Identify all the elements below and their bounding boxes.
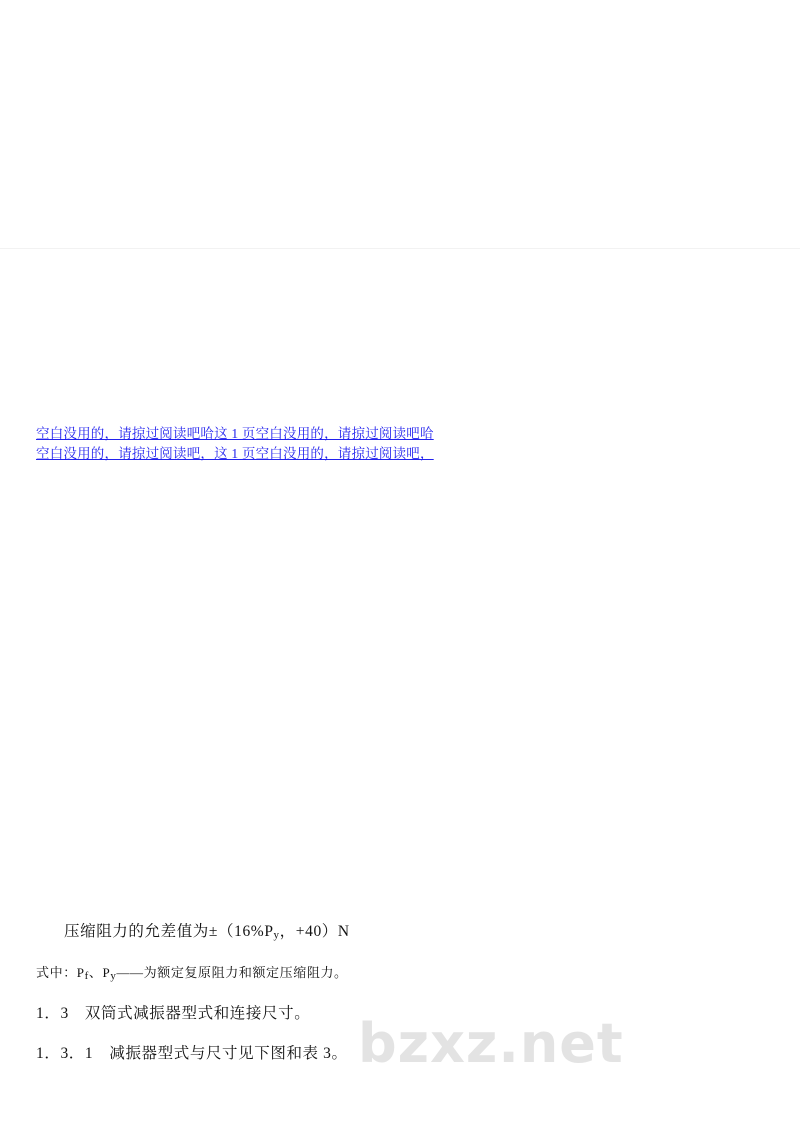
paragraph-compression-tolerance	[36, 912, 766, 953]
watermark: bzxz.net	[358, 1012, 624, 1075]
subscript-f: f	[84, 970, 89, 982]
filler-notice-line-1[interactable]: 空白没用的，请掠过阅读吧哈这 1 页空白没用的，请掠过阅读吧哈	[36, 426, 434, 441]
filler-notice	[36, 424, 466, 464]
page-divider-rule	[0, 248, 800, 249]
subscript-y: y	[273, 929, 280, 941]
subscript-y: y	[110, 970, 117, 982]
paragraph-section-1-3-1: 1．3．1 减振器型式与尺寸见下图和表 3。	[36, 1045, 348, 1062]
paragraph-text: 式中：Pf、Py——为额定复原阻力和额定压缩阻力。	[36, 965, 348, 982]
paragraph-symbol-definition	[36, 953, 766, 994]
paragraph-text: 压缩阻力的允差值为±（16%Py，+40）N	[64, 923, 350, 941]
paragraph-section-1-3: 1．3 双筒式减振器型式和连接尺寸。	[36, 1005, 311, 1022]
filler-notice-line-2[interactable]: 空白没用的，请掠过阅读吧，这 1 页空白没用的，请掠过阅读吧，	[36, 446, 434, 461]
